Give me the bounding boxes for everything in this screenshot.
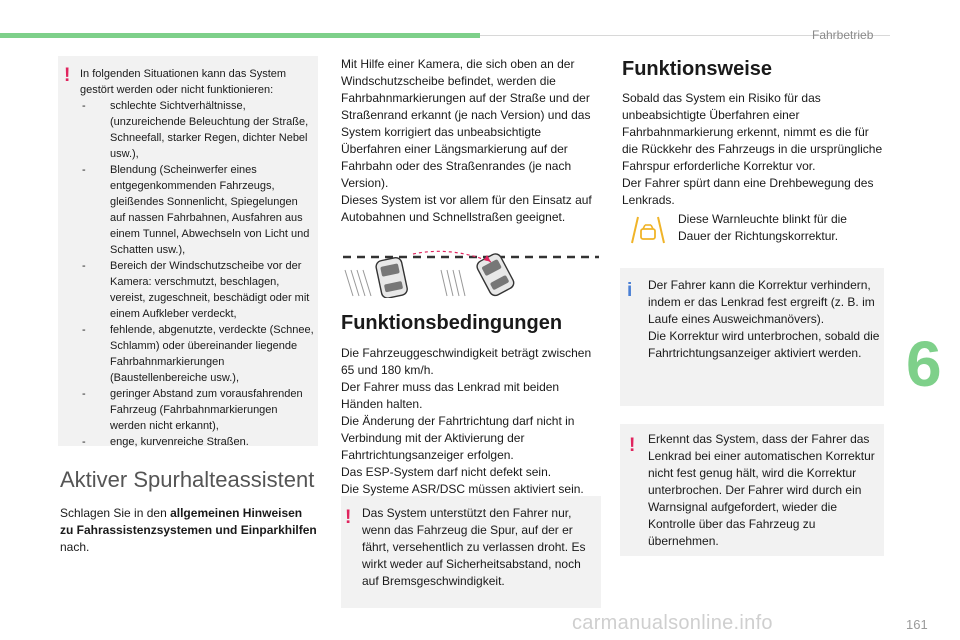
warning-exclamation-icon: ! (345, 507, 352, 528)
list-item: - fehlende, abgenutzte, verdeckte (Schnee, Schlamm) oder übereinander liegende Fahrbahnmarkierungen (Baustellenbereiche usw.), (80, 322, 316, 386)
override-info-text: Der Fahrer kann die Korrektur verhindern, indem er das Lenkrad fest ergreift (z. B. im Laufe eines Ausweichmanövers). Die Korrektur wird unterbrochen, sobald die Fahrtrichtungsanzeiger aktiviert werden. (648, 278, 880, 360)
conditions-title: Funktionsbedingungen (341, 312, 563, 334)
watermark: carmanualsonline.info (572, 612, 773, 634)
intro-bold: allgemeinen Hinweisen zu Fahrassistenzsystemen und Einparkhilfen (60, 506, 317, 537)
camera-description: Mit Hilfe einer Kamera, die sich oben an der Windschutzscheibe befindet, werden die Fahrbahnmarkierungen auf der Straße und der Straßenrand erkannt (je nach Version) und das System korrigiert das unbeabsichtigte Überfahren einer Längsmarkierung auf der Fahrbahn oder des Straßenrandes (je nach Version). Dieses System ist vor allem für den Einsatz auf Autobahnen und Schnellstraßen geeignet. (341, 57, 592, 224)
support-warning-text: Das System unterstützt den Fahrer nur, wenn das Fahrzeug die Spur, auf der er fährt, versehentlich zu verlassen droht. Es wirkt weder auf Sicherheitsabstand, noch auf Bremsgeschwindigkeit. (362, 506, 586, 588)
list-item: - enge, kurvenreiche Straßen. (80, 434, 316, 450)
car-left (375, 257, 408, 298)
operation-text: Sobald das System ein Risiko für das unbeabsichtigte Überfahren einer Fahrbahnmarkierung erkennt, nimmt es die für die Rückkehr des Fahrzeugs in die ursprüngliche Fahrspur erforderliche Korrektur vor. Der Fahrer spürt dann eine Drehbewegung des Lenkrads. (622, 91, 883, 207)
warning-exclamation-icon: ! (629, 435, 636, 456)
main-title: Aktiver Spurhalteassistent (60, 467, 315, 492)
warning-exclamation-icon: ! (64, 65, 71, 86)
lane-departure-warning-lamp-icon (630, 215, 666, 245)
section-title: Fahrbetrieb (812, 28, 874, 42)
limitations-intro: In folgenden Situationen kann das System gestört werden oder nicht funktionieren: (80, 68, 287, 96)
intro-reference (60, 505, 318, 556)
list-item: - geringer Abstand zum vorausfahrenden Fahrzeug (Fahrbahnmarkierungen werden nicht erkannt), (80, 386, 316, 434)
operation-title: Funktionsweise (622, 58, 773, 80)
page-number: 161 (906, 617, 928, 632)
chapter-number: 6 (906, 328, 942, 400)
list-item: - Blendung (Scheinwerfer eines entgegenkommenden Fahrzeugs, gleißendes Sonnenlicht, Spiegelungen auf nassen Fahrbahnen, Ausfahren aus einem Tunnel, Abwechseln von Licht und Schatten usw.), (80, 162, 316, 258)
info-icon: i (627, 280, 633, 301)
limitations-list (80, 98, 316, 450)
header-accent-bar (0, 33, 480, 38)
car-right (475, 252, 516, 298)
lane-assist-illustration (341, 248, 601, 298)
grip-warning-text: Erkennt das System, dass der Fahrer das Lenkrad bei einer automatischen Korrektur nicht fest genug hält, wird die Korrektur unterbrochen. Der Fahrer wird durch ein Warnsignal aufgefordert, wieder die Kontrolle über das Fahrzeug zu übernehmen. (648, 432, 875, 548)
conditions-text: Die Fahrzeuggeschwindigkeit beträgt zwischen 65 und 180 km/h. Der Fahrer muss das Lenkrad mit beiden Händen halten. Die Änderung der Fahrtrichtung darf nicht in Verbindung mit der Aktivierung der Fahrtrichtungsanzeiger erfolgen. Das ESP-System darf nicht defekt sein. Die Systeme ASR/DSC müssen aktiviert sein. (341, 346, 592, 496)
intro-prefix: Schlagen Sie in den (60, 506, 171, 520)
list-item: - schlechte Sichtverhältnisse, (unzureichende Beleuchtung der Straße, Schneefall, starker Regen, dichter Nebel usw.), (80, 98, 316, 162)
list-item: - Bereich der Windschutzscheibe vor der Kamera: verschmutzt, beschlagen, vereist, zugeschneit, beschädigt oder mit einem Aufkleber verdeckt, (80, 258, 316, 322)
warning-lamp-text: Diese Warnleuchte blinkt für die Dauer der Richtungskorrektur. (678, 212, 847, 243)
intro-suffix: nach. (60, 540, 90, 554)
limitations-text (80, 66, 316, 450)
